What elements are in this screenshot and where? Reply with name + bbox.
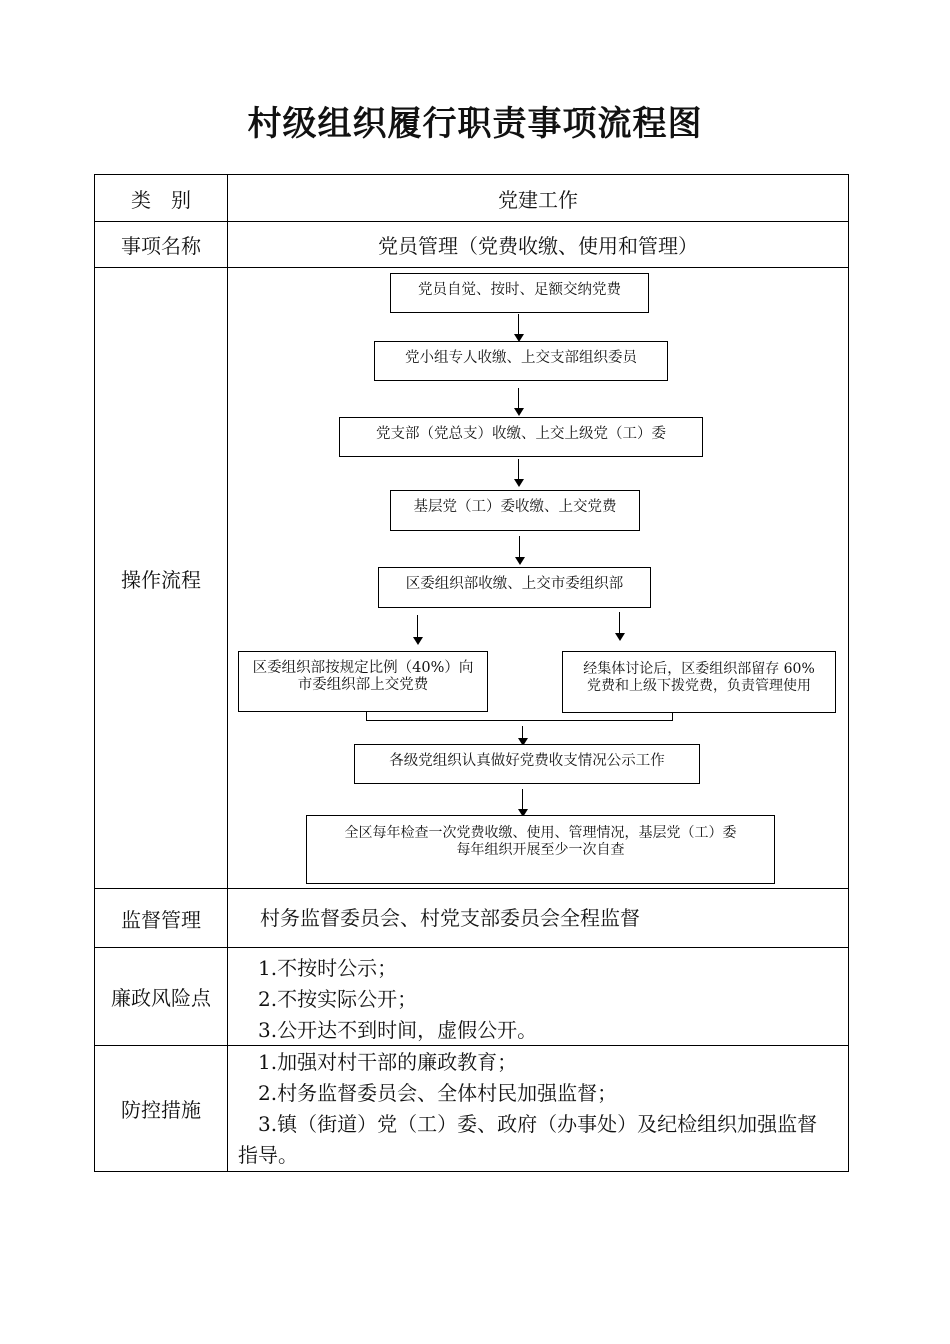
flow-step-2-text: 党小组专人收缴、上交支部组织委员 xyxy=(405,350,637,366)
flow-step-1 xyxy=(390,273,649,313)
risk-item: 2.不按实际公开； xyxy=(258,987,418,1011)
process-label: 操作流程 xyxy=(121,567,201,592)
flow-step-8-text: 每年组织开展至少一次自查 xyxy=(456,842,625,858)
category-value: 党建工作 xyxy=(498,187,578,212)
arrow-down-icon xyxy=(514,388,524,416)
prevention-label: 防控措施 xyxy=(121,1098,201,1122)
flow-step-5 xyxy=(378,567,651,608)
arrow-down-icon xyxy=(514,459,524,487)
arrow-down-icon xyxy=(615,612,625,641)
flow-step-6-left-text: 市委组织部上交党费 xyxy=(297,677,429,693)
flow-step-7-text: 各级党组织认真做好党费收支情况公示工作 xyxy=(389,753,665,769)
arrow-down-icon xyxy=(413,615,423,645)
supervision-value xyxy=(228,889,848,947)
prevention-item: 3.镇（街道）党（工）委、政府（办事处）及纪检组织加强监督 xyxy=(258,1112,818,1136)
arrow-down-icon xyxy=(518,789,528,817)
flow-step-6-right-text: 党费和上级下拨党费，负责管理使用 xyxy=(587,678,811,694)
arrow-down-icon xyxy=(515,536,525,565)
supervision-label: 监督管理 xyxy=(121,907,201,932)
flow-step-6-right-text: 经集体讨论后，区委组织部留存 60% xyxy=(583,661,815,677)
flow-step-1-text: 党员自觉、按时、足额交纳党费 xyxy=(418,282,621,298)
risk-list xyxy=(228,953,848,1045)
supervision-text: 村务监督委员会、村党支部委员会全程监督 xyxy=(260,905,640,930)
prevention-item: 指导。 xyxy=(238,1143,298,1167)
merge-connector xyxy=(366,720,673,721)
flow-step-6-left xyxy=(238,651,488,712)
risk-item: 3.公开达不到时间，虚假公开。 xyxy=(258,1018,538,1042)
flow-step-3 xyxy=(339,417,703,457)
arrow-down-icon xyxy=(518,726,528,746)
category-label: 类 别 xyxy=(131,187,191,212)
flow-step-2 xyxy=(374,341,668,381)
flow-step-4-text: 基层党（工）委收缴、上交党费 xyxy=(413,499,617,515)
flow-step-4 xyxy=(390,490,640,531)
flow-step-3-text: 党支部（党总支）收缴、上交上级党（工）委 xyxy=(376,426,666,442)
prevention-item: 2.村务监督委员会、全体村民加强监督； xyxy=(258,1081,618,1105)
flow-step-8-text: 全区每年检查一次党费收缴、使用、管理情况，基层党（工）委 xyxy=(344,825,737,841)
item-name-value: 党员管理（党费收缴、使用和管理） xyxy=(378,234,698,258)
prevention-list xyxy=(228,1047,848,1171)
risk-label: 廉政风险点 xyxy=(111,986,211,1010)
item-name-label: 事项名称 xyxy=(121,234,201,258)
flow-step-7 xyxy=(354,744,700,784)
prevention-item: 1.加强对村干部的廉政教育； xyxy=(258,1050,518,1074)
flow-step-5-text: 区委组织部收缴、上交市委组织部 xyxy=(405,576,624,592)
arrow-down-icon xyxy=(514,314,524,342)
risk-item: 1.不按时公示； xyxy=(258,956,398,980)
flow-step-8 xyxy=(306,815,775,884)
flow-step-6-right xyxy=(562,651,836,713)
page-title: 村级组织履行职责事项流程图 xyxy=(247,104,703,144)
flow-step-6-left-text: 区委组织部按规定比例（40%）向 xyxy=(252,660,474,676)
